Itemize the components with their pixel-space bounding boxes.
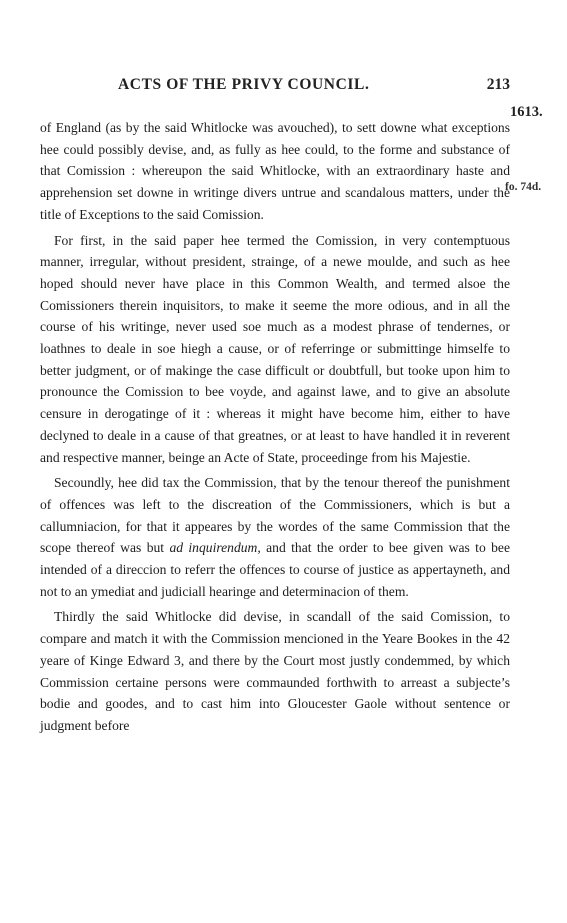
paragraph-first-exception: For first, in the said paper hee termed the Comission, in very contemptuous manner, irregular, without president, strainge, of a newe moulde, and such as hee hoped should never have place in this Common Wealth, and termed alsoe the Comissioners therein inquisitors, to make it seeme the more odious, and in all the course of his writinge, never used soe much as a modest phrase of tendernes, or loathnes to deale in soe hiegh a cause, or of referringe or submittinge himselfe to better judgment, or of makinge the case difficult or doubtfull, but tooke upon him to pronounce the Comission to bee voyde, and against lawe, and to give an absolute censure in derogatinge of it : whereas it might have become him, either to have declyned to deale in a cause of that greatnes, or at least to have handled it in reverent and respective manner, beinge an Acte of State, proceedinge from his Majestie. bbox=[40, 232, 510, 465]
margin-year: 1613. bbox=[510, 104, 543, 120]
paragraph-third-exception: Thirdly the said Whitlocke did devise, in scandall of the said Comission, to compare and match it with the Commission mencioned in the Yeare Bookes in the 42 yeare of Kinge Edward 3, and there by the Court most justly condemmed, by which Commission certaine persons were commaunded forthwith to arreast a subjecte’s bodie and goodes, and to cast him into Gloucester Gaole without sentence or judgment before bbox=[40, 609, 510, 733]
page-number: 213 bbox=[486, 76, 510, 93]
running-title: ACTS OF THE PRIVY COUNCIL. bbox=[118, 76, 370, 93]
margin-folio-note: fo. 74d. bbox=[505, 181, 542, 193]
latin-phrase: ad inquirendum, bbox=[169, 540, 261, 556]
paragraph-continuation: of England (as by the said Whitlocke was avouched), to sett downe what exceptions hee could possibly devise, and, as fully as hee could, to the forme and substance of that Comission : whereupon the said Whitlocke, with an extraordinary haste and apprehension set downe in writinge divers untrue and scandalous matters, under the title of Exceptions to the said Comission. bbox=[40, 120, 510, 222]
paragraph-second-before: Secoundly, hee did tax the Commission, that by the tenour thereof the punishment of offences was left to the discreation of the Commissioners, which is but a callumniacion, for that it appeares by the wordes of the same Commission that the scope thereof was but bbox=[40, 475, 510, 556]
paragraph-second-after: and that the order to bee given was to bee intended of a direccion to referr the offences to course of justice as appertayneth, and not to an ymediat and judiciall hearinge and determinacion of them. bbox=[40, 540, 510, 599]
running-head bbox=[40, 76, 510, 98]
body-text bbox=[40, 117, 510, 737]
paragraph-second-exception bbox=[40, 472, 510, 602]
